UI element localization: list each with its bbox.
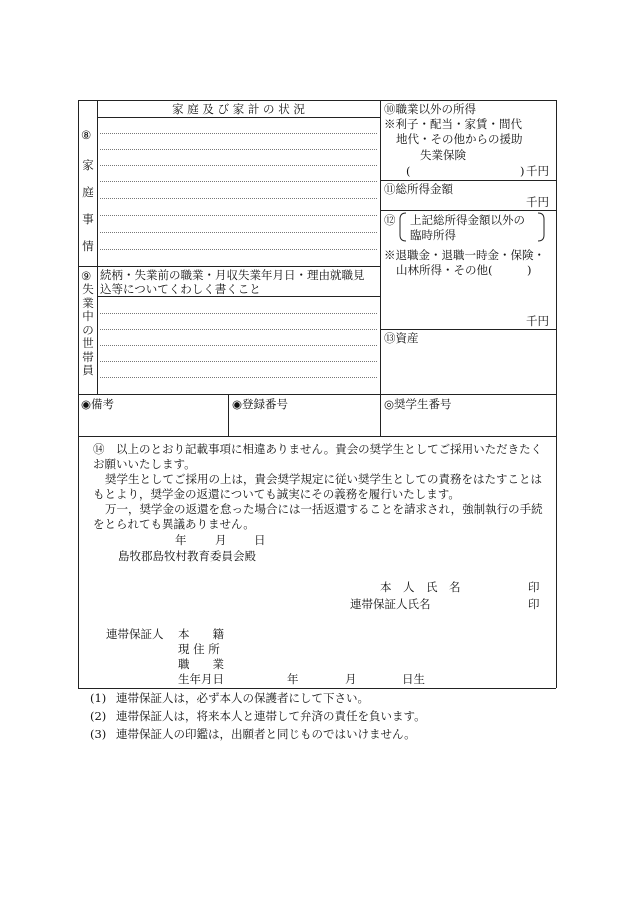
income-other-paren-open: (	[406, 164, 411, 178]
unemployed-section-number: ⑨	[81, 269, 92, 283]
guarantor-domicile: 本 籍	[178, 627, 224, 641]
guarantor-seal: 印	[528, 597, 540, 611]
assets-title: ⑬資産	[384, 331, 419, 345]
declaration-line5: 万一，奨学金の返還を怠った場合には一括返還することを請求され，強制執行の手続	[105, 502, 543, 516]
note-number: (3)	[90, 727, 107, 741]
temporary-income-line2: 臨時所得	[410, 228, 456, 242]
household-header: 家 庭 及 び 家 計 の 状 況	[172, 102, 305, 116]
declaration-number: ⑭	[93, 442, 105, 456]
total-income-end	[380, 210, 556, 211]
self-name-label: 本 人 氏 名	[380, 580, 461, 594]
writing-line	[100, 198, 377, 199]
writing-line	[100, 215, 377, 216]
middle-column-divider	[380, 100, 381, 436]
temporary-income-number: ⑫	[384, 213, 396, 227]
writing-line	[100, 149, 377, 150]
writing-line	[100, 181, 377, 182]
registration-label: ◉登録番号	[232, 397, 289, 411]
guarantor-address: 現 住 所	[178, 642, 220, 656]
income-other-line1: ※利子・配当・家賃・間代	[384, 117, 522, 131]
writing-line	[100, 249, 377, 250]
writing-line	[100, 232, 377, 233]
note-number: (2)	[90, 709, 107, 723]
unemployed-instruction-line	[97, 296, 380, 297]
guarantor-name-label: 連帯保証人氏名	[350, 597, 431, 611]
bracket-left-icon	[398, 212, 408, 242]
temporary-income-note1: ※退職金・退職一時金・保険・	[384, 248, 545, 262]
guarantor-birth-day: 日生	[402, 672, 425, 686]
income-other-title: ⑩職業以外の所得	[384, 102, 476, 116]
household-section-label: 家 庭 事 情	[82, 158, 106, 253]
declaration-line4: もとより，奨学金の返還についても誠実にその義務を履行いたします。	[93, 487, 460, 501]
table-top-border	[78, 100, 556, 101]
temporary-income-end	[380, 329, 556, 330]
table-bottom-border	[78, 688, 556, 689]
total-income-unit: 千円	[526, 195, 549, 209]
bracket-right-icon	[536, 212, 546, 242]
income-other-line3: 失業保険	[420, 148, 466, 162]
writing-line	[100, 329, 377, 330]
remarks-label: ◉備考	[81, 397, 115, 411]
guarantor-birthdate: 生年月日	[178, 672, 224, 686]
writing-line	[100, 377, 377, 378]
guarantor-birth-year: 年	[287, 672, 299, 686]
note-text: 連帯保証人は，必ず本人の保護者にして下さい。	[116, 691, 369, 705]
scholar-number-label: ◎奨学生番号	[384, 397, 452, 411]
date-day: 日	[254, 533, 266, 547]
unemployed-instruction-1: 続柄・失業前の職業・月収失業年月日・理由就職見	[100, 268, 365, 282]
writing-line	[100, 133, 377, 134]
declaration-line1: 以上のとおり記載事項に相違ありません。貴会の奨学生としてご採用いただきたく	[116, 442, 543, 456]
declaration-line2: お願いいたします。	[93, 457, 196, 471]
income-other-unit: 千円	[526, 164, 549, 178]
remarks-divider	[228, 394, 229, 436]
label-column-divider	[97, 100, 98, 394]
household-header-line	[97, 117, 380, 118]
household-section-number: ⑧	[81, 128, 92, 142]
total-income-title: ⑪総所得金額	[384, 182, 453, 196]
temporary-income-note2: 山林所得・その他( )	[396, 263, 532, 277]
note-text: 連帯保証人は，将来本人と連帯して弁済の責任を負います。	[116, 709, 426, 723]
note-number: (1)	[90, 691, 107, 705]
unemployed-instruction-2: 込等についてくわしく書くこと	[100, 282, 261, 296]
self-seal: 印	[528, 580, 540, 594]
writing-line	[100, 361, 377, 362]
guarantor-birth-month: 月	[345, 672, 357, 686]
household-section-end	[78, 266, 380, 267]
guarantor-title: 連帯保証人	[106, 627, 164, 641]
income-other-line2: 地代・その他からの援助	[396, 132, 523, 146]
writing-line	[100, 345, 377, 346]
declaration-line3: 奨学生としてご採用の上は，貴会奨学規定に従い奨学生としての責務をはたすことは	[105, 472, 542, 486]
date-year: 年	[175, 533, 187, 547]
temporary-income-unit: 千円	[526, 314, 549, 328]
table-right-border	[556, 100, 557, 688]
remarks-top-line	[78, 394, 556, 395]
writing-line	[100, 165, 377, 166]
unemployed-section-label: 失業中の世帯員	[82, 282, 94, 377]
temporary-income-line1: 上記総所得金額以外の	[410, 213, 525, 227]
guarantor-occupation: 職 業	[178, 657, 224, 671]
addressee: 島牧郡島牧村教育委員会殿	[118, 549, 256, 563]
declaration-line6: をとられても異議ありません。	[93, 517, 255, 531]
date-month: 月	[215, 533, 227, 547]
income-other-paren-close: )	[520, 164, 525, 178]
writing-line	[100, 313, 377, 314]
income-other-end	[380, 180, 556, 181]
note-text: 連帯保証人の印鑑は，出願者と同じものではいけません。	[116, 727, 416, 741]
declaration-top-line	[78, 436, 556, 437]
